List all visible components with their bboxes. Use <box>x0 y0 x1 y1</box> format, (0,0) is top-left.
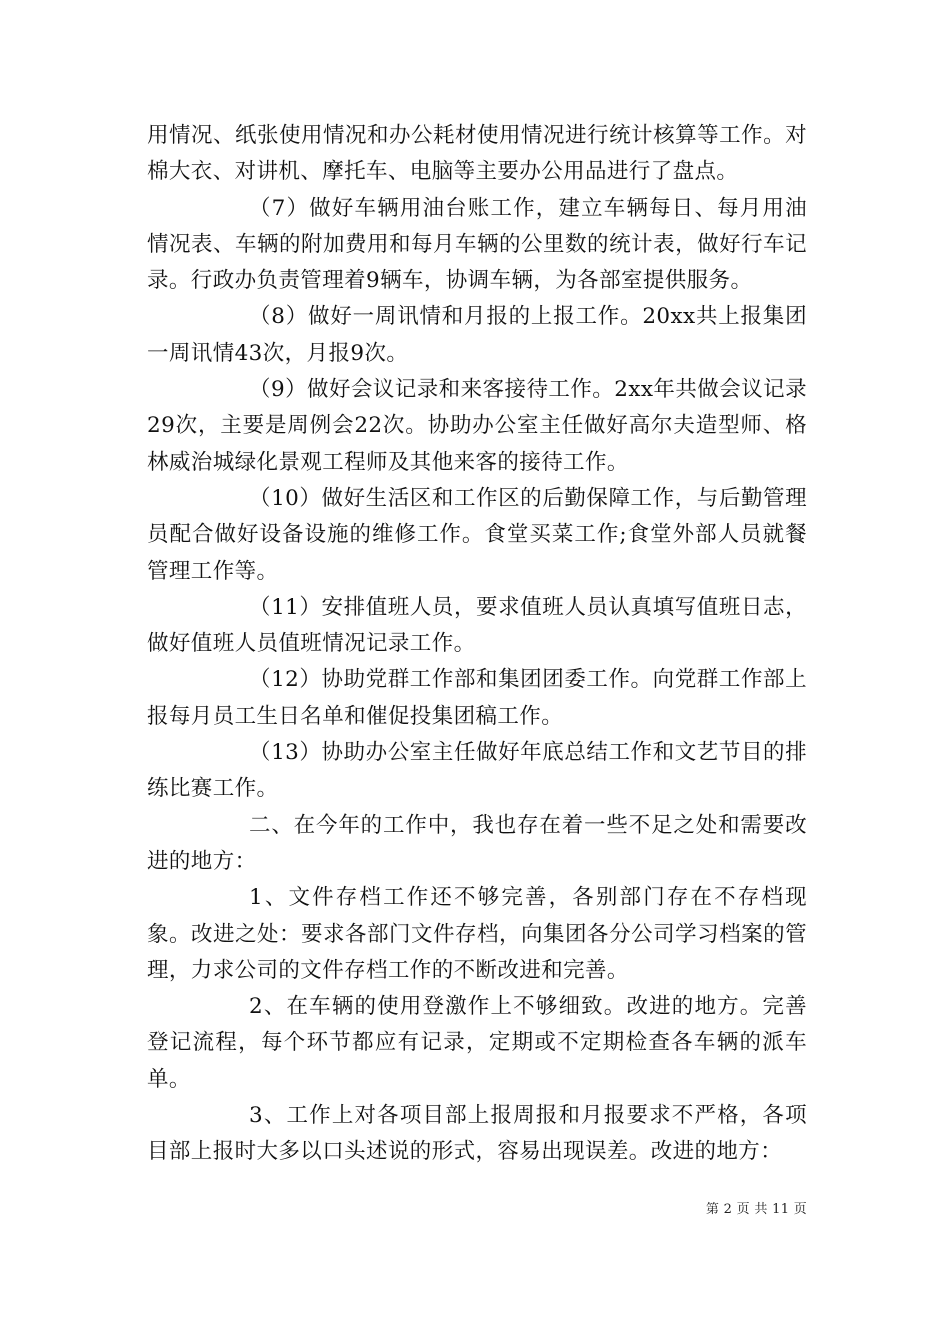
section-heading-shortcomings: 二、在今年的工作中，我也存在着一些不足之处和需要改进的地方： <box>147 812 807 874</box>
paragraph-item-10: （10）做好生活区和工作区的后勤保障工作，与后勤管理员配合做好设备设施的维修工作。食堂买菜工作;食堂外部人员就餐管理工作等。 <box>147 485 807 584</box>
paragraph-item-9: （9）做好会议记录和来客接待工作。2xx年共做会议记录29次，主要是周例会22次。协助办公室主任做好高尔夫造型师、格林威治城绿化景观工程师及其他来客的接待工作。 <box>147 377 807 475</box>
paragraph-item-8: （8）做好一周讯情和月报的上报工作。20xx共上报集团一周讯情43次，月报9次。 <box>147 304 807 366</box>
paragraph-shortcoming-2: 2、在车辆的使用登激作上不够细致。改进的地方。完善登记流程，每个环节都应有记录，定期或不定期检查各车辆的派车单。 <box>147 994 807 1092</box>
paragraph-shortcoming-1: 1、文件存档工作还不够完善，各别部门存在不存档现象。改进之处：要求各部门文件存档，向集团各分公司学习档案的管理，力求公司的文件存档工作的不断改进和完善。 <box>147 885 807 983</box>
page-number-footer: 第 2 页 共 11 页 <box>705 1202 807 1217</box>
paragraph-item-12: （12）协助党群工作部和集团团委工作。向党群工作部上报每月员工生日名单和催促投集团稿工作。 <box>147 667 807 729</box>
paragraph-item-13: （13）协助办公室主任做好年底总结工作和文艺节目的排练比赛工作。 <box>147 740 807 802</box>
paragraph-item-11: （11）安排值班人员，要求值班人员认真填写值班日志，做好值班人员值班情况记录工作。 <box>147 594 807 657</box>
document-body <box>147 118 807 1171</box>
paragraph-shortcoming-3: 3、工作上对各项目部上报周报和月报要求不严格，各项目部上报时大多以口头述说的形式，容易出现误差。改进的地方： <box>147 1103 807 1165</box>
paragraph-item-7: （7）做好车辆用油台账工作，建立车辆每日、每月用油情况表、车辆的附加费用和每月车辆的公里数的统计表，做好行车记录。行政办负责管理着9辆车，协调车辆，为各部室提供服务。 <box>147 195 807 294</box>
paragraph-office-supplies: 用情况、纸张使用情况和办公耗材使用情况进行统计核算等工作。对棉大衣、对讲机、摩托车、电脑等主要办公用品进行了盘点。 <box>147 123 807 185</box>
